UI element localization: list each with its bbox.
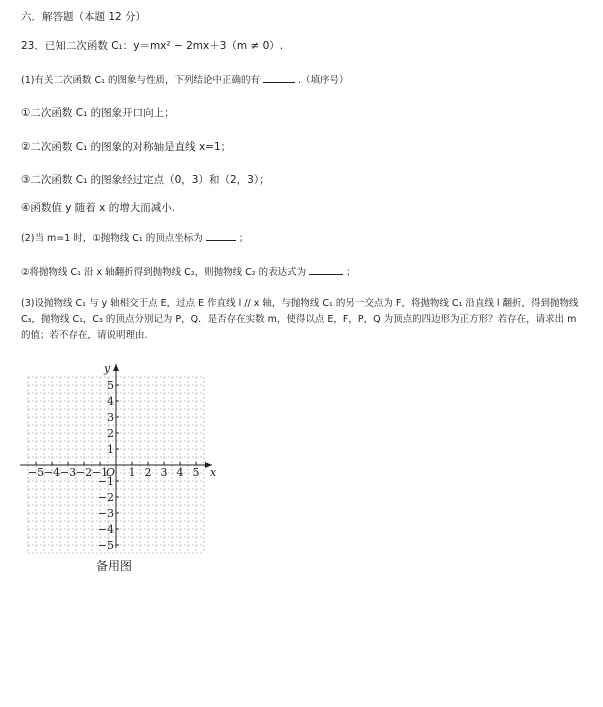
y-tick-label: 4 (107, 395, 114, 408)
y-tick-label: −3 (97, 507, 114, 520)
part2-suffix-2: ； (346, 267, 356, 278)
x-tick-label: 2 (144, 466, 152, 479)
figure-caption: 备用图 (96, 559, 133, 573)
x-tick-label: −3 (59, 466, 77, 479)
x-tick-label: −4 (43, 466, 61, 479)
y-tick-label: −1 (97, 475, 114, 488)
x-tick-label: −1 (91, 466, 109, 479)
y-tick-label: 2 (107, 427, 114, 440)
y-tick-label: −2 (97, 491, 114, 504)
x-tick-label: −2 (75, 466, 93, 479)
part1-prompt: (1)有关二次函数 C₁ 的图象与性质，下列结论中正确的有 (21, 75, 260, 86)
x-tick-label: −5 (27, 466, 45, 479)
statement-4: ④函数值 y 随着 x 的增大而减小. (21, 202, 176, 214)
question-stem: 23．已知二次函数 C₁：y＝mx² − 2mx＋3（m ≠ 0）. (21, 40, 284, 52)
y-tick-label: 5 (107, 379, 114, 392)
statement-3: ③二次函数 C₁ 的图象经过定点（0，3）和（2，3）； (21, 174, 270, 186)
y-tick-label: −4 (97, 523, 114, 536)
x-tick-label: 1 (128, 466, 136, 479)
part2-prompt-1: (2)当 m=1 时，①抛物线 C₁ 的顶点坐标为 (21, 233, 203, 244)
x-tick-label: 3 (160, 466, 168, 479)
y-tick-label: −5 (97, 539, 114, 552)
origin-label: O (105, 466, 115, 479)
statement-1: ①二次函数 C₁ 的图象开口向上； (21, 107, 175, 119)
part2-prompt-2: ②将抛物线 C₁ 沿 x 轴翻折得到抛物线 C₂，则抛物线 C₂ 的表达式为 (21, 267, 307, 278)
y-axis-arrow (113, 364, 119, 371)
part3-text: (3)设抛物线 C₁ 与 y 轴相交于点 E，过点 E 作直线 l // x 轴，与抛物线 C₁ 的另一交点为 F，将抛物线 C₁ 沿直线 l 翻折，得到抛物线 C₃，抛物线 C₁，C₃ 的顶点分别记为 P，Q．是否存在实数 m，使得以点 E，F，P，Q 为顶点的四边形为正方形？若存在，请求出 m 的值；若不存在，请说明理由. (21, 298, 579, 341)
x-tick-label: 5 (192, 466, 200, 479)
y-tick-label: 3 (107, 411, 114, 424)
section-title: 六．解答题（本题 12 分） (21, 11, 147, 23)
part2-suffix-1: ； (238, 233, 249, 244)
x-axis-label: x (210, 466, 217, 479)
axes (20, 364, 212, 548)
y-axis-label: y (104, 362, 111, 375)
y-tick-label: 1 (107, 443, 114, 456)
part1-suffix: .（填序号） (298, 75, 349, 86)
statement-2: ②二次函数 C₁ 的图象的对称轴是直线 x=1； (21, 141, 232, 153)
x-tick-label: 4 (176, 466, 184, 479)
